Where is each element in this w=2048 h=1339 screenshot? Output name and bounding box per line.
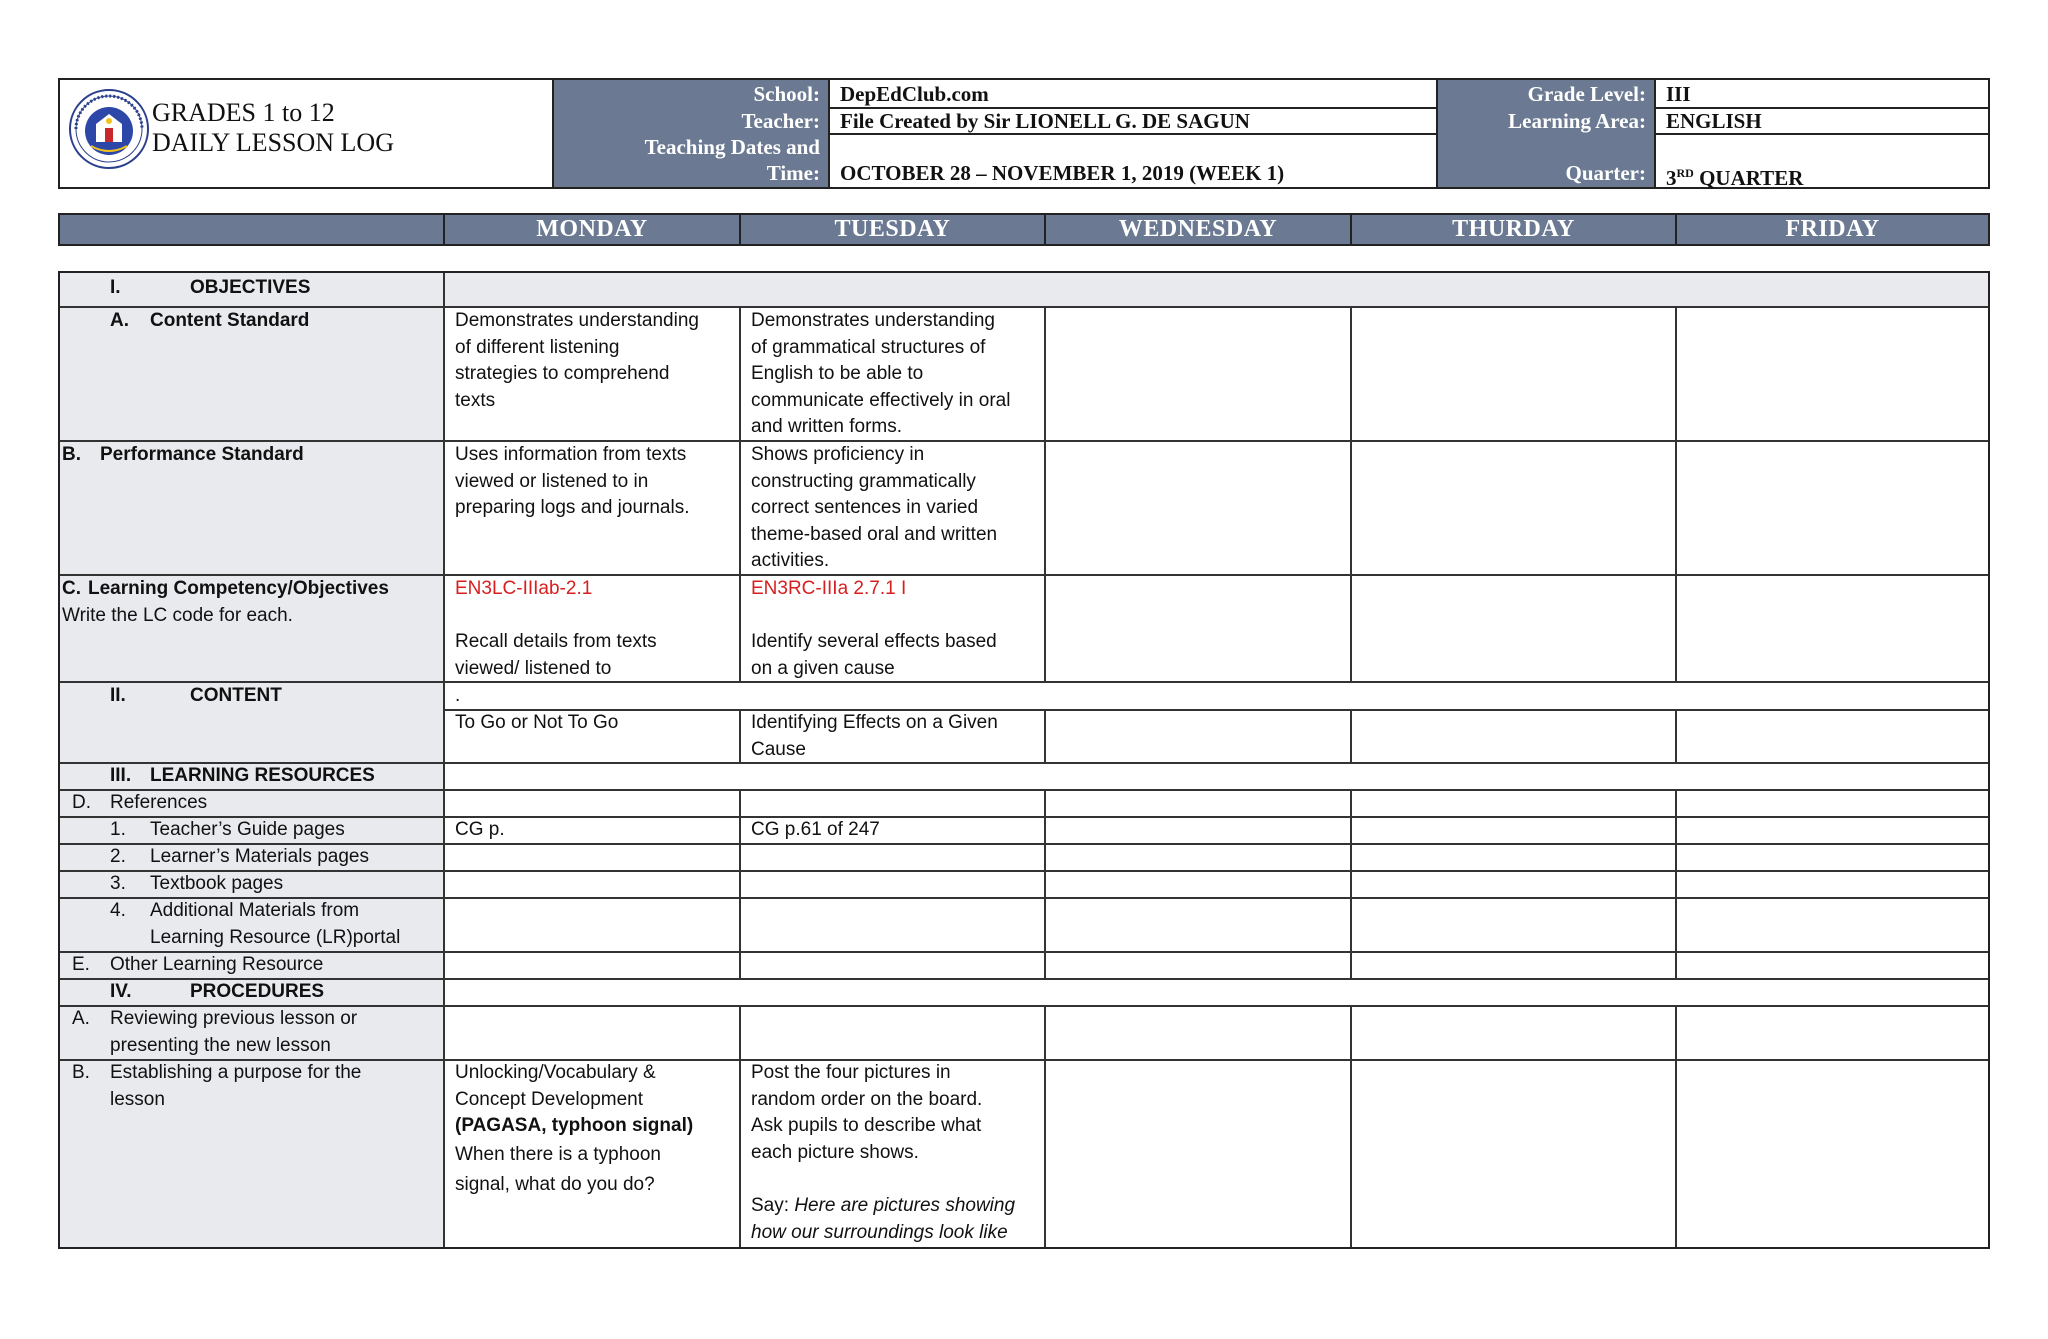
day-tuesday: TUESDAY <box>739 215 1044 244</box>
title-daily-lesson-log: DAILY LESSON LOG <box>152 128 394 157</box>
establishing-monday-terms: (PAGASA, typhoon signal) <box>455 1115 694 1136</box>
column-rule <box>1350 789 1352 978</box>
quarter-word: QUARTER <box>1693 166 1804 190</box>
competency-sublabel: Write the LC code for each. <box>62 605 293 626</box>
column-rule <box>1044 1005 1046 1247</box>
column-rule <box>443 273 445 1247</box>
column-rule <box>739 1005 741 1247</box>
quarter-value <box>1656 160 1988 190</box>
header-divider <box>552 80 554 187</box>
references-letter: D. <box>72 792 91 813</box>
column-rule <box>739 789 741 978</box>
content-tuesday: Identifying Effects on a Given Cause <box>751 712 998 760</box>
teacher-label: Teacher: <box>554 108 830 134</box>
competency-letter: C. <box>62 578 81 599</box>
procedures-heading: PROCEDURES <box>190 981 325 1002</box>
content-dot: . <box>455 685 461 706</box>
learners-materials-number: 2. <box>110 846 126 867</box>
column-rule <box>1675 306 1677 681</box>
header-divider <box>830 133 1436 135</box>
establishing-monday-question: When there is a typhoon signal, what do you do? <box>455 1144 661 1195</box>
performance-standard-label: Performance Standard <box>100 444 304 465</box>
learning-resources-number: III. <box>110 765 132 786</box>
teacher-value: File Created by Sir LIONELL G. DE SAGUN <box>840 109 1250 133</box>
dates-label-line2: Time: <box>766 161 820 185</box>
content-standard-letter: A. <box>110 310 129 331</box>
lesson-log-header <box>58 78 1990 189</box>
row-rule <box>60 951 1988 953</box>
header-divider <box>1436 80 1438 187</box>
objectives-band <box>443 273 1988 306</box>
establishing-letter: B. <box>72 1062 90 1083</box>
textbook-number: 3. <box>110 873 126 894</box>
column-rule <box>1675 789 1677 978</box>
day-thursday: THURDAY <box>1350 215 1675 244</box>
school-label: School: <box>554 80 830 108</box>
additional-materials-label: Additional Materials from Learning Resource (LR)portal <box>150 900 401 948</box>
establishing-tuesday-instructions: Post the four pictures in random order on the board. Ask pupils to describe what each picture shows. <box>751 1062 983 1163</box>
row-rule <box>60 978 1988 980</box>
column-rule <box>1675 1005 1677 1247</box>
row-rule <box>60 306 1988 308</box>
content-standard-label: Content Standard <box>150 310 310 331</box>
quarter-ordinal: RD <box>1676 166 1694 180</box>
teachers-guide-monday: CG p. <box>455 819 505 840</box>
day-friday: FRIDAY <box>1675 215 1988 244</box>
objectives-heading: OBJECTIVES <box>190 277 311 298</box>
references-label: References <box>110 792 208 813</box>
row-rule <box>60 681 1988 683</box>
content-standard-tuesday: Demonstrates understanding of grammatical structures of English to be able to communicate effectively in oral and written forms. <box>751 310 1011 437</box>
quarter-label: Quarter: <box>1438 134 1656 187</box>
lesson-log-table <box>58 271 1990 1249</box>
row-rule <box>60 440 1988 442</box>
header-divider <box>830 107 1436 109</box>
learners-materials-label: Learner’s Materials pages <box>150 846 369 867</box>
textbook-label: Textbook pages <box>150 873 284 894</box>
dates-label <box>554 134 830 187</box>
column-rule <box>739 306 741 681</box>
competency-monday-text: Recall details from texts viewed/ listened to <box>455 631 657 679</box>
objectives-number: I. <box>110 277 121 298</box>
additional-materials-number: 4. <box>110 900 126 921</box>
column-rule <box>1350 709 1352 762</box>
competency-label: Learning Competency/Objectives <box>88 578 389 599</box>
content-standard-monday: Demonstrates understanding of different listening strategies to comprehend texts <box>455 310 699 411</box>
column-rule <box>1350 1005 1352 1247</box>
header-divider <box>1656 133 1988 135</box>
quarter-number: 3 <box>1666 166 1677 190</box>
day-header-bar <box>58 213 1990 246</box>
header-divider <box>1656 107 1988 109</box>
column-rule <box>1044 709 1046 762</box>
deped-seal-icon <box>68 88 150 170</box>
reviewing-label: Reviewing previous lesson or presenting the new lesson <box>110 1008 358 1056</box>
other-resource-letter: E. <box>72 954 90 975</box>
teaching-dates-value: OCTOBER 28 – NOVEMBER 1, 2019 (WEEK 1) <box>840 161 1285 185</box>
day-monday: MONDAY <box>443 215 739 244</box>
title-cell <box>60 80 554 187</box>
content-number: II. <box>110 685 126 706</box>
performance-standard-letter: B. <box>62 444 81 465</box>
row-rule <box>60 816 1988 818</box>
teachers-guide-tuesday: CG p.61 of 247 <box>751 819 880 840</box>
competency-tuesday-text: Identify several effects based on a given cause <box>751 631 997 679</box>
performance-standard-monday: Uses information from texts viewed or listened to in preparing logs and journals. <box>455 444 690 518</box>
establishing-tuesday-say <box>751 1193 1015 1246</box>
teachers-guide-label: Teacher’s Guide pages <box>150 819 345 840</box>
grade-level-label: Grade Level: <box>1438 80 1656 108</box>
learning-area-label: Learning Area: <box>1438 108 1656 134</box>
column-rule <box>1675 709 1677 762</box>
column-rule <box>1350 306 1352 681</box>
content-monday: To Go or Not To Go <box>455 712 619 733</box>
column-rule <box>1044 306 1046 681</box>
learning-resources-heading: LEARNING RESOURCES <box>150 765 375 786</box>
column-rule <box>1044 789 1046 978</box>
competency-monday-code: EN3LC-IIIab-2.1 <box>455 578 593 599</box>
content-heading: CONTENT <box>190 685 282 706</box>
column-rule <box>739 709 741 762</box>
reviewing-letter: A. <box>72 1008 90 1029</box>
say-prefix: Say: <box>751 1195 795 1216</box>
establishing-label: Establishing a purpose for the lesson <box>110 1062 362 1110</box>
teachers-guide-number: 1. <box>110 819 126 840</box>
establishing-monday-intro: Unlocking/Vocabulary & Concept Development <box>455 1062 656 1110</box>
title-grades: GRADES 1 to 12 <box>152 98 335 127</box>
grade-level-value: III <box>1666 82 1691 106</box>
competency-tuesday-code: EN3RC-IIIa 2.7.1 I <box>751 578 907 599</box>
school-value: DepEdClub.com <box>840 82 989 106</box>
performance-standard-tuesday: Shows proficiency in constructing grammatically correct sentences in varied theme-based oral and written activities. <box>751 444 998 571</box>
procedures-number: IV. <box>110 981 132 1002</box>
day-wednesday: WEDNESDAY <box>1044 215 1350 244</box>
other-resource-label: Other Learning Resource <box>110 954 324 975</box>
learning-area-value: ENGLISH <box>1666 109 1762 133</box>
row-rule <box>443 709 1988 711</box>
say-italic-text: Here are pictures showing how our surroundings look like <box>751 1195 1016 1243</box>
dates-label-line1: Teaching Dates and <box>644 135 820 159</box>
